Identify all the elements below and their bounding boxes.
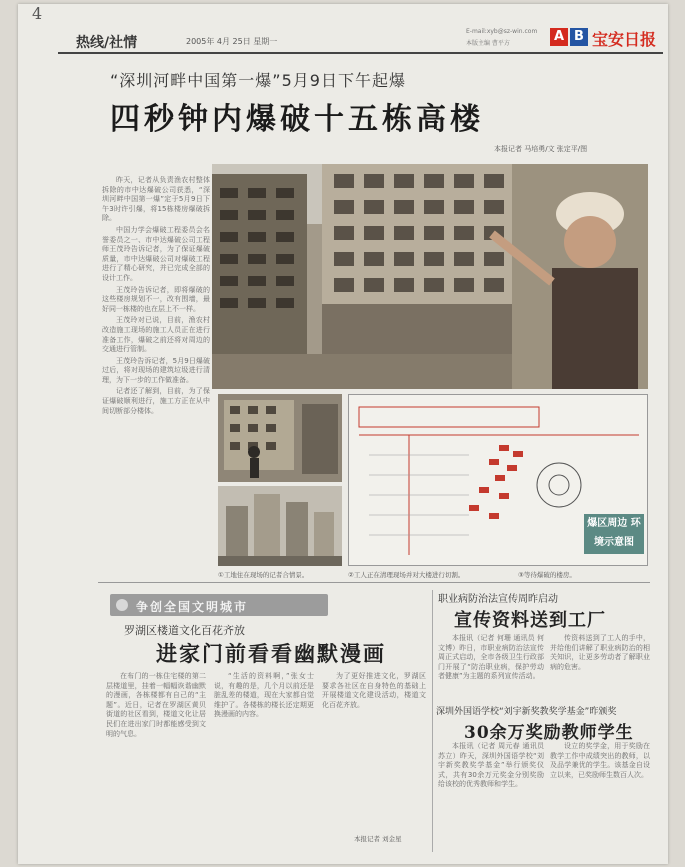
lead-paragraph: 王茂玲对已说，目前，渔农村改造施工现场的施工人员正在进行准备工作，爆破之前还将对周边的交通进行管制。 [102, 316, 210, 354]
lead-headline: 四秒钟内爆破十五栋高楼 [110, 102, 484, 137]
main-photo [212, 164, 648, 389]
story3-text-2: 传资料送到了工人的手中，并给他们讲解了职业病防治的相关知识，让更多劳动者了解职业病的危害。 [550, 634, 650, 671]
photo-caption-3: ③等待爆破的楼房。 [518, 571, 576, 579]
newspaper-logo [548, 24, 666, 50]
photo-caption-1: ①工地住在现场的记者合情景。 [218, 571, 309, 579]
page-number: 4 [32, 4, 43, 23]
photo-caption-2: ②工人正在清理现场并对大楼进行切割。 [348, 571, 465, 579]
logo-a-mark: A [550, 28, 568, 46]
story3-text-1: 本报讯（记者 何珊 通讯员 何文博）昨日，市职业病防治法宣传周正式启动，全市各级卫生行政部门开展了“防治职业病，保护劳动者健康”为主题的系列宣传活动。 [438, 634, 544, 681]
inset-photo-buildings-illustration [218, 486, 342, 566]
story4-headline: 30余万奖励教师学生 [464, 723, 634, 743]
story4-text-1: 本报讯（记者 周元春 通讯员 苏立）昨天，深圳外国语学校“刘宇新奖教奖学基金”举行颁奖仪式，共有30余万元奖金分别奖励给该校的优秀教师和学生。 [438, 742, 544, 789]
editors-line: 本版主编 曹平方 [466, 40, 510, 47]
lead-byline: 本报记者 马培勇/文 张定平/图 [494, 145, 588, 153]
banner-text: 争创全国文明城市 [136, 600, 249, 614]
logo-name: 宝安日报 [592, 30, 657, 49]
inset-photo-buildings [218, 486, 342, 566]
story3-headline: 宣传资料送到工厂 [454, 610, 606, 631]
section-title: 热线/社情 [76, 35, 138, 51]
story4-column-2 [550, 742, 650, 852]
story2-headline: 进家门前看看幽默漫画 [156, 641, 386, 666]
inset-photo-worker-illustration [218, 394, 342, 482]
story3-kicker: 职业病防治法宣传周昨启动 [438, 594, 558, 605]
lead-paragraph: 昨天，记者从负责渔农村整体拆除的市中达爆破公司获悉，“深圳河畔中国第一爆”定于5月9日下午3时许引爆，将15栋楼房爆破拆除。 [102, 176, 210, 223]
story2-kicker: 罗湖区楼道文化百花齐放 [124, 624, 245, 637]
lead-paragraph: 中国力学会爆破工程委员会名誉委员之一、市中达爆破公司工程师王茂玲告诉记者，为了保证爆破质量，市中达爆破公司对爆破工程进行了精心研究，并已完成全部的设计工作。 [102, 225, 210, 282]
email-line: E-mail:xyb@sz-win.com [466, 28, 538, 35]
story3-column-1 [438, 634, 544, 700]
story2-column-1 [106, 672, 206, 850]
story2-text-1: 在布门的一栋住宅楼的第二层楼道里，挂着一幅幅诙谐幽默的漫画，各栋楼都有自己的“主题”。近日，记者在罗湖区黄贝街道的社区看到，楼道文化让居民们在进出家门时都能感受到文明的气息。 [106, 672, 206, 738]
story4-kicker: 深圳外国语学校“刘宇新奖教奖学基金”昨颁奖 [436, 707, 617, 717]
story2-column-2 [214, 672, 314, 850]
section-divider [98, 582, 650, 583]
banner-dot-icon [116, 599, 128, 611]
story2-text-2: “生活的资料啊，”张女士说，有趣的是，几个月以前还是脏乱差的楼道，现在大家都自觉维护了。各楼栋的楼长还定期更换漫画的内容。 [214, 672, 314, 719]
story4-column-1 [438, 742, 544, 852]
masthead [58, 24, 663, 54]
column-divider [432, 590, 433, 852]
lead-paragraph: 王茂玲告诉记者，5月9日爆破过后，将对现场的建筑垃圾进行清理，为下一步的工作做准备。 [102, 356, 210, 384]
story3-column-2 [550, 634, 650, 700]
logo-b-mark: B [570, 28, 588, 46]
map-label: 爆区周边 环境示意图 [584, 514, 644, 554]
dateline: 2005年 4月 25日 星期一 [186, 37, 278, 46]
lead-paragraph: 记者还了解到，目前，为了保证爆破顺利进行，施工方正在从中间切断部分楼体。 [102, 387, 210, 415]
story2-column-3 [322, 672, 426, 850]
lead-body-column [102, 176, 210, 569]
civilization-banner [110, 594, 328, 616]
story2-text-3: 为了更好推进文化，罗湖区要求各社区在自身特色的基础上开展楼道文化建设活动，楼道文化百花齐放。 [322, 672, 426, 709]
story4-text-2: 设立的奖学金，用于奖励在教学工作中成绩突出的教师，以及品学兼优的学生。该基金自设立以来，已奖励师生数百人次。 [550, 742, 650, 779]
inset-photo-worker [218, 394, 342, 482]
lead-kicker: “深圳河畔中国第一爆”5月9日下午起爆 [110, 71, 406, 90]
newspaper-page [18, 4, 668, 864]
buildings-photo-illustration [212, 164, 648, 389]
story2-byline: 本报记者 刘金星 [354, 835, 402, 843]
lead-paragraph: 王茂玲告诉记者，即将爆破的这些楼房规划不一，改有围墙，最好同一栋楼的也在层上不一样。 [102, 285, 210, 313]
